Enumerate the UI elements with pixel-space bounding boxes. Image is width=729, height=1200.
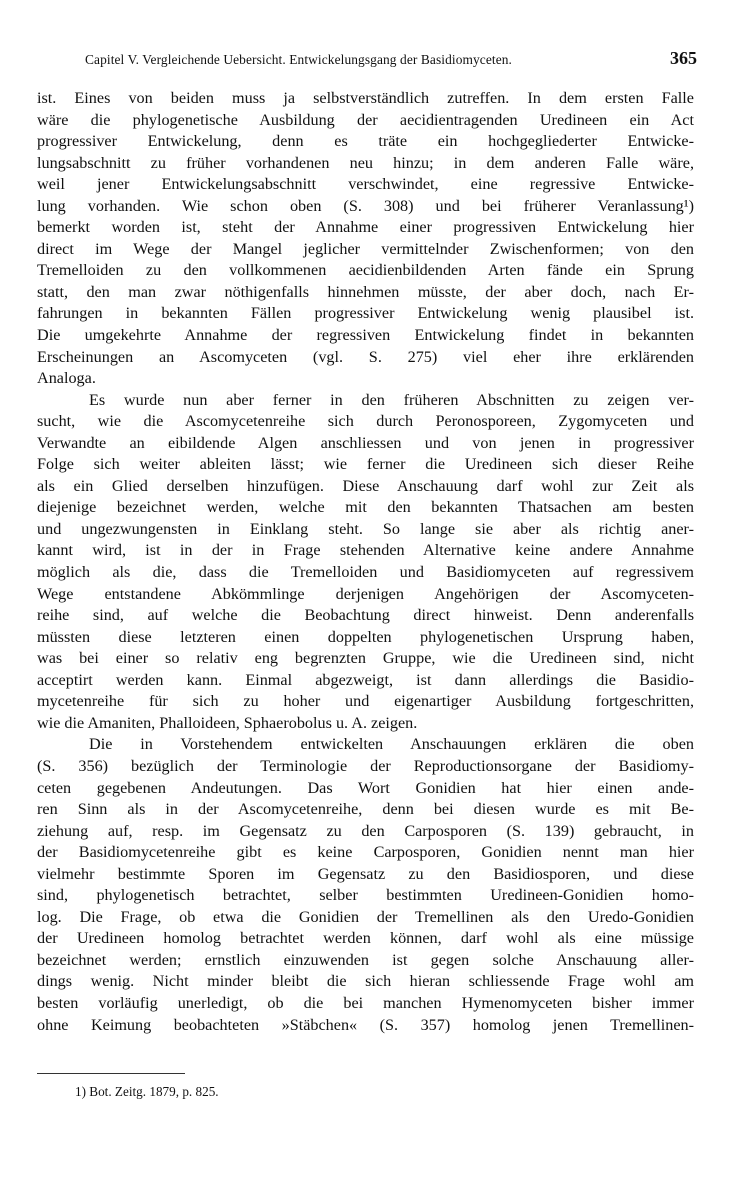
text-line: kannt wird, ist in der in Frage stehenden Alternative keine andere Annahme [37, 541, 694, 560]
text-line: wie die Amaniten, Phalloideen, Sphaerobolus u. A. zeigen. [37, 713, 418, 732]
text-line: Erscheinungen an Ascomyceten (vgl. S. 275) viel eher ihre erklärenden [37, 347, 694, 366]
text-line: bemerkt worden ist, steht der Annahme einer progressiven Entwickelung hier [37, 218, 694, 237]
text-line: Analoga. [37, 369, 96, 388]
footnote: 1) Bot. Zeitg. 1879, p. 825. [75, 1084, 219, 1099]
text-line: Verwandte an eibildende Algen anschliessen und von jenen in progressiver [37, 433, 694, 452]
text-line: als ein Glied derselben hinzufügen. Diese Anschauung darf wohl zur Zeit als [37, 476, 694, 495]
text-line: der Basidiomycetenreihe gibt es keine Carposporen, Gonidien nennt man hier [37, 843, 694, 862]
text-line: ren Sinn als in der Ascomycetenreihe, denn bei diesen wurde es mit Be- [37, 800, 694, 819]
footnote-divider [37, 1073, 185, 1074]
text-line: Die in Vorstehendem entwickelten Anschauungen erklären die oben [89, 735, 694, 754]
text-line: müssten diese letzteren einen doppelten phylogenetischen Ursprung haben, [37, 627, 694, 646]
text-line: log. Die Frage, ob etwa die Gonidien der Tremellinen als den Uredo-Gonidien [37, 907, 694, 926]
text-line: ziehung auf, resp. im Gegensatz zu den Carposporen (S. 139) gebraucht, in [37, 821, 694, 840]
text-line: diejenige bezeichnet werden, welche mit den bekannten Thatsachen am besten [37, 498, 694, 517]
text-line: was bei einer so relativ eng begrenzten Gruppe, wie die Uredineen sind, nicht [37, 649, 694, 668]
text-line: reihe sind, auf welche die Beobachtung direct hinweist. Denn anderenfalls [37, 606, 694, 625]
text-line: Es wurde nun aber ferner in den früheren Abschnitten zu zeigen ver- [89, 390, 694, 409]
text-line: der Uredineen homolog betrachtet werden können, darf wohl als eine müssige [37, 929, 694, 948]
text-line: dings wenig. Nicht minder bleibt die sich hieran schliessende Frage wohl am [37, 972, 694, 991]
text-line: sucht, wie die Ascomycetenreihe sich durch Peronosporeen, Zygomyceten und [37, 412, 694, 431]
text-line: Folge sich weiter ableiten lässt; wie ferner die Uredineen sich dieser Reihe [37, 455, 694, 474]
text-line: Tremelloiden zu den vollkommenen aecidienbildenden Arten fände ein Sprung [37, 261, 694, 280]
text-line: sind, phylogenetisch betrachtet, selber bestimmten Uredineen-Gonidien homo- [37, 886, 694, 905]
text-line: lung vorhanden. Wie schon oben (S. 308) und bei früherer Veranlassung¹) [37, 196, 694, 215]
text-line: bezeichnet werden; ernstlich einzuwenden ist gegen solche Anschauung aller- [37, 950, 694, 969]
text-line: lungsabschnitt zu früher vorhandenen neu hinzu; in dem anderen Falle wäre, [37, 153, 694, 172]
text-line: (S. 356) bezüglich der Terminologie der Reproductionsorgane der Basidiomy- [37, 756, 694, 775]
text-line: fahrungen in bekannten Fällen progressiver Entwickelung wenig plausibel ist. [37, 304, 694, 323]
text-line: progressiver Entwickelung, denn es träte ein hochgegliederter Entwicke- [37, 132, 694, 151]
text-line: Die umgekehrte Annahme der regressiven Entwickelung findet in bekannten [37, 326, 694, 345]
text-line: statt, den man zwar nöthigenfalls hinnehmen müsste, der aber doch, nach Er- [37, 282, 694, 301]
page-number: 365 [670, 48, 697, 68]
text-line: ist. Eines von beiden muss ja selbstverständlich zutreffen. In dem ersten Falle [37, 89, 694, 107]
text-line: Wege entstandene Abkömmlinge derjenigen Angehörigen der Ascomyceten- [37, 584, 694, 603]
text-line: mycetenreihe für sich zu hoher und eigenartiger Ausbildung fortgeschritten, [37, 692, 694, 711]
text-line: und ungezwungensten in Einklang steht. So lange sie aber als richtig aner- [37, 519, 694, 538]
running-title: Capitel V. Vergleichende Uebersicht. Entwickelungsgang der Basidiomyceten. [85, 52, 512, 67]
text-line: besten vorläufig unerledigt, ob die bei manchen Hymenomyceten bisher immer [37, 993, 694, 1012]
text-line: vielmehr bestimmte Sporen im Gegensatz zu den Basidiosporen, und diese [37, 864, 694, 883]
text-line: direct im Wege der Mangel jeglicher vermittelnder Zwischenformen; von den [37, 239, 694, 258]
text-line: acceptirt werden kann. Einmal abgezweigt, ist dann allerdings die Basidio- [37, 670, 694, 689]
running-head [85, 48, 697, 72]
body-text [37, 88, 694, 1036]
text-line: ceten gegebenen Andeutungen. Das Wort Gonidien hat hier einen ande- [37, 778, 694, 797]
text-line: weil jener Entwickelungsabschnitt verschwindet, eine regressive Entwicke- [37, 175, 694, 194]
text-line: ohne Keimung beobachteten »Stäbchen« (S. 357) homolog jenen Tremellinen- [37, 1015, 694, 1034]
text-line: möglich als die, dass die Tremelloiden und Basidiomyceten auf regressivem [37, 563, 694, 582]
text-line: wäre die phylogenetische Ausbildung der aecidientragenden Uredineen ein Act [37, 110, 694, 129]
